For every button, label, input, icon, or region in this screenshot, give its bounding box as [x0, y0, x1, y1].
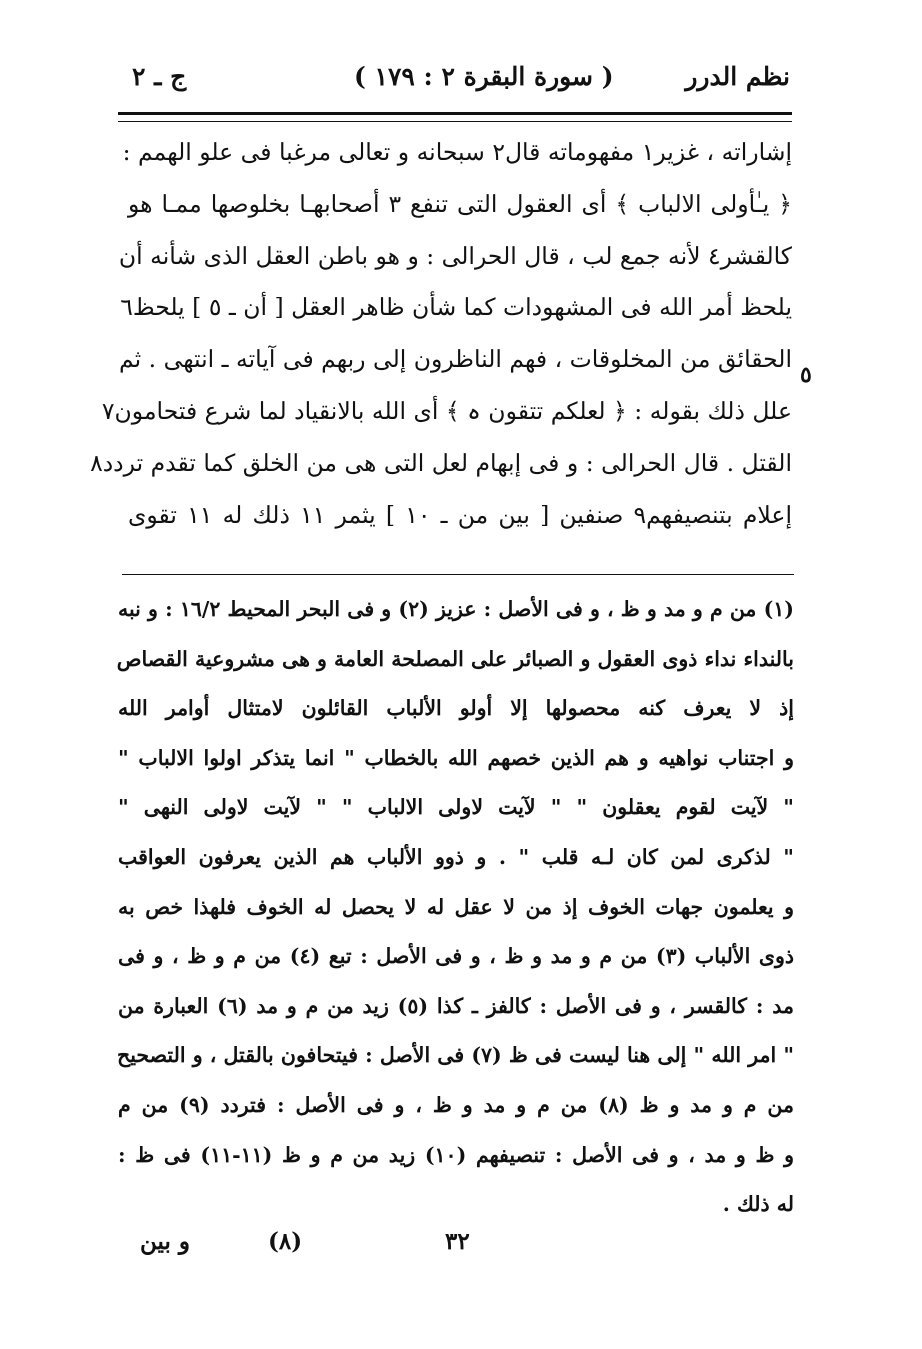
- book-title: نظم الدرر: [685, 62, 790, 91]
- footnote-divider: [122, 574, 794, 575]
- text-line: إشاراته ، غزير١ مفهوماته قال٢ سبحانه و تعالى مرغبا فى علو الهمم :: [122, 138, 792, 166]
- text-line: يلحظ أمر الله فى المشهودات كما شأن ظاهر العقل [ أن ـ ٥ ] يلحظ٦: [120, 293, 792, 322]
- footnotes: [118, 585, 794, 1230]
- margin-line-number: ٥: [800, 362, 812, 388]
- footnote-line: بالنداء نداء ذوى العقول و الصبائر على المصلحة العامة و هى مشروعية القصاص: [116, 646, 794, 671]
- footnote-line: و اجتناب نواهيه و هم الذين خصهم الله بالخطاب " انما يتذكر اولوا الالباب ": [118, 745, 794, 770]
- footnote-line: إذ لا يعرف كنه محصولها إلا أولو الألباب القائلون لامتثال أوامر الله: [118, 696, 794, 721]
- footnote-line: و ظ و مد ، و فى الأصل : تنصيفهم (١٠) زيد من م و ظ (١١-١١) فى ظ :: [118, 1142, 794, 1167]
- header-divider: [118, 112, 792, 122]
- footnote-line: له ذلك .: [722, 1192, 794, 1217]
- footnote-line: من م و مد و ظ (٨) من م و مد و ظ ، و فى الأصل : فتردد (٩) من م: [118, 1092, 794, 1117]
- footnote-line: مد : كالقسر ، و فى الأصل : كالفز ـ كذا (٥) زيد من م و مد (٦) العبارة من: [118, 993, 794, 1018]
- surah-reference: ( سورة البقرة ٢ : ١٧٩ ): [354, 62, 614, 91]
- catchword: و بين: [140, 1228, 190, 1255]
- text-line: علل ذلك بقوله : ﴿ لعلكم تتقون ہ ﴾ أى الله بالانقياد لما شرع فتحامون٧: [101, 396, 792, 425]
- footnote-line: (١) من م و مد و ظ ، و فى الأصل : عزيز (٢) و فى البحر المحيط ١٦/٢ : و نبه: [118, 597, 794, 621]
- main-text: [90, 127, 792, 541]
- text-line: إعلام بتنصيفهم٩ صنفين [ بين من ـ ١٠ ] يثمر ١١ ذلك له ١١ تقوى: [128, 500, 792, 529]
- footnote-line: و يعلمون جهات الخوف إذ من لا عقل له لا يحصل له الخوف فلهذا خص به: [118, 894, 794, 919]
- text-line: الحقائق من المخلوقات ، فهم الناظرون إلى ربهم فى آياته ـ انتهى . ثم: [119, 345, 792, 374]
- text-line: القتل . قال الحرالى : و فى إبهام لعل التى هى من الخلق كما تقدم تردد٨: [90, 448, 792, 477]
- footnote-line: " لذكرى لمن كان لـه قلب " . و ذوو الألباب هم الذين يعرفون العواقب: [118, 844, 794, 869]
- footnote-line: ذوى الألباب (٣) من م و مد و ظ ، و فى الأصل : تبع (٤) من م و ظ ، و فى: [118, 944, 794, 969]
- text-line: ﴿ يـٰأولى الالباب ﴾ أى العقول التى تنفع ٣ أصحابهـا بخلوصها ممـا هو: [128, 189, 792, 218]
- page-footer: [140, 1228, 500, 1268]
- footnote-line: " امر الله " إلى هنا ليست فى ظ (٧) فى الأصل : فيتحافون بالقتل ، و التصحيح: [117, 1043, 794, 1068]
- footnote-line: " لآيت لقوم يعقلون " " لآيت لاولى الالباب " " لآيت لاولى النهى ": [118, 795, 794, 820]
- page-number: ٣٢: [445, 1228, 470, 1255]
- running-header: [118, 58, 790, 102]
- signature-mark: (٨): [268, 1228, 303, 1255]
- volume-label: ج ـ ٢: [132, 62, 187, 91]
- text-line: كالقشر٤ لأنه جمع لب ، قال الحرالى : و هو باطن العقل الذى شأنه أن: [118, 241, 792, 270]
